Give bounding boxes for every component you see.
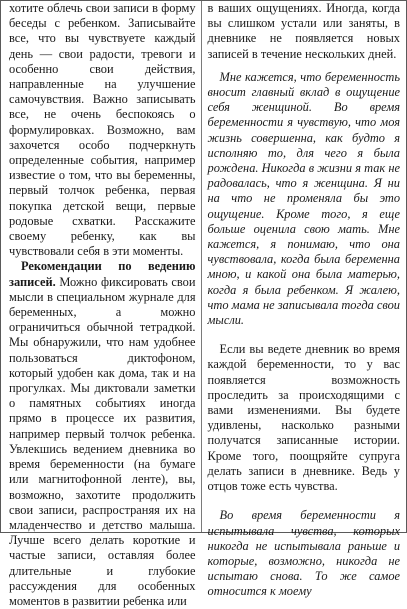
left-column (1, 1, 201, 608)
paragraph-diary-intro: хотите облечь свои записи в форму беседы с ребенком. Записывайте все, что вы чувствуете каждый день — свои радости, тревоги и особенно свои действия, направленные на улучшение самочувствия. Важно записывать все, не очень беспокоясь о формулировках. Возможно, вам захочется особо подчеркнуть определенные события, например известие о том, что вы беременны, первый толчок ребенка, первая покупка детской вещи, первые родовые схватки. Расскажите своему ребенку, как вы чувствовали себя в эти моменты. (9, 1, 196, 259)
paragraph-continuation: в ваших ощущениях. Иногда, когда вы слишком устали или заняты, в дневнике не появляется новых записей в течение нескольких дней. (207, 1, 401, 61)
quote-feelings: Во время беременности я испытывала чувства, которых никогда не испытывала раньше и которые, возможно, никогда не испытаю снова. То же самое относится к моему (207, 508, 401, 599)
recommendations-text: Можно фиксировать свои мысли в специальном журнале для беременных, а можно ограничиться обычной тетрадкой. Мы обнаружили, что нам удобнее пользоваться диктофоном, который удобен как дома, так и на прогулках. Мы диктовали заметки о памятных событиях иногда прямо в процессе их развития, например первый толчок ребенка. Увлекшись ведением дневника во время беременности (на бумаге или магнитофонной ленте), вы, возможно, захотите продолжить свои записи, распространяя их на младенчество и детство малыша. Лучше всего делать короткие и частые записи, оставляя более длительные и глубокие рассуждения для особенных моментов в развитии ребенка или (9, 274, 196, 608)
right-column (202, 1, 407, 599)
spacer (208, 62, 401, 70)
paragraph-recommendations (9, 259, 196, 609)
spacer (208, 494, 401, 508)
spacer (208, 328, 401, 342)
recommendations-heading: Рекомендации по ведению записей. (9, 259, 196, 289)
quote-mother: Мне кажется, что беременность вносит главный вклад в ощущение себя женщиной. Во время беременности я чувствую, что моя жизнь совершенна, как будто я исполняю то, для чего я была рождена. Никогда в жизни я так не радовалась, что я женщина. Я ни на что не променяла бы это ощущение. Кроме того, я еще больше оценила свою мать. Мне кажется, я понимаю, что она чувствовала, когда была беременна мною, и какой она была матерью, когда я была ребенком. Я жалею, что мама не записывала тогда свои мысли. (207, 69, 401, 328)
paragraph-each-pregnancy: Если вы ведете дневник во время каждой беременности, то у вас появляется возможность проследить за происходящими с вами изменениями. Вы будете удивлены, насколько разными получатся записанные истории. Кроме того, поощряйте супруга делать записи в дневнике. Ведь у отцов тоже есть чувства. (207, 342, 401, 494)
